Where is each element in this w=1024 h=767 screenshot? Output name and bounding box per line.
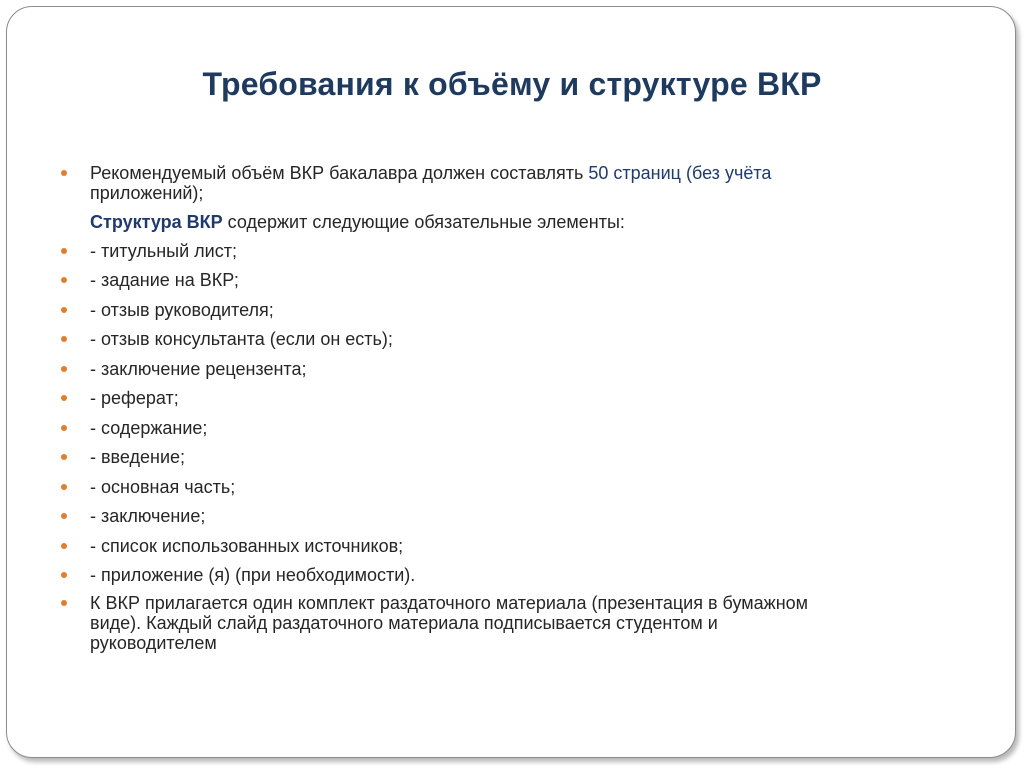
list-item: - содержание; [90, 418, 208, 438]
bullet-icon [61, 366, 67, 372]
intro-text: Рекомендуемый объём ВКР бакалавра должен составлять [90, 163, 589, 183]
list-item: - титульный лист; [90, 241, 237, 261]
list-item: - приложение (я) (при необходимости). [90, 565, 416, 585]
closing-line-3: руководителем [90, 633, 217, 653]
list-item: - заключение рецензента; [90, 359, 307, 379]
intro-line-1 [90, 163, 771, 183]
bullet-icon [61, 336, 67, 342]
bullet-icon [61, 513, 67, 519]
list-item: - отзыв руководителя; [90, 300, 274, 320]
bullet-icon [61, 277, 67, 283]
structure-text: содержит следующие обязательные элементы: [222, 212, 625, 232]
closing-line-1: К ВКР прилагается один комплект раздаточного материала (презентация в бумажном [90, 593, 809, 613]
list-item: - задание на ВКР; [90, 270, 239, 290]
list-item: - основная часть; [90, 477, 236, 497]
list-item: - заключение; [90, 506, 206, 526]
structure-label: Структура ВКР [90, 212, 223, 232]
list-item: - реферат; [90, 388, 179, 408]
slide-title: Требования к объёму и структуре ВКР [202, 66, 822, 102]
list-item: - введение; [90, 447, 186, 467]
bullet-icon [61, 425, 67, 431]
bullet-icon [61, 395, 67, 401]
intro-line-2: приложений); [90, 183, 204, 203]
bullet-icon [61, 248, 67, 254]
closing-line-2: виде). Каждый слайд раздаточного материала подписывается студентом и [90, 613, 718, 633]
bullet-icon [61, 307, 67, 313]
list-item: - список использованных источников; [90, 536, 404, 556]
bullet-icon [61, 572, 67, 578]
bullet-icon [61, 600, 67, 606]
bullet-icon [61, 543, 67, 549]
bullet-icon [61, 454, 67, 460]
structure-line [90, 212, 625, 232]
bullet-icon [61, 170, 67, 176]
list-item: - отзыв консультанта (если он есть); [90, 329, 393, 349]
bullet-icon [61, 484, 67, 490]
intro-pages: 50 страниц (без учёта [588, 163, 772, 183]
